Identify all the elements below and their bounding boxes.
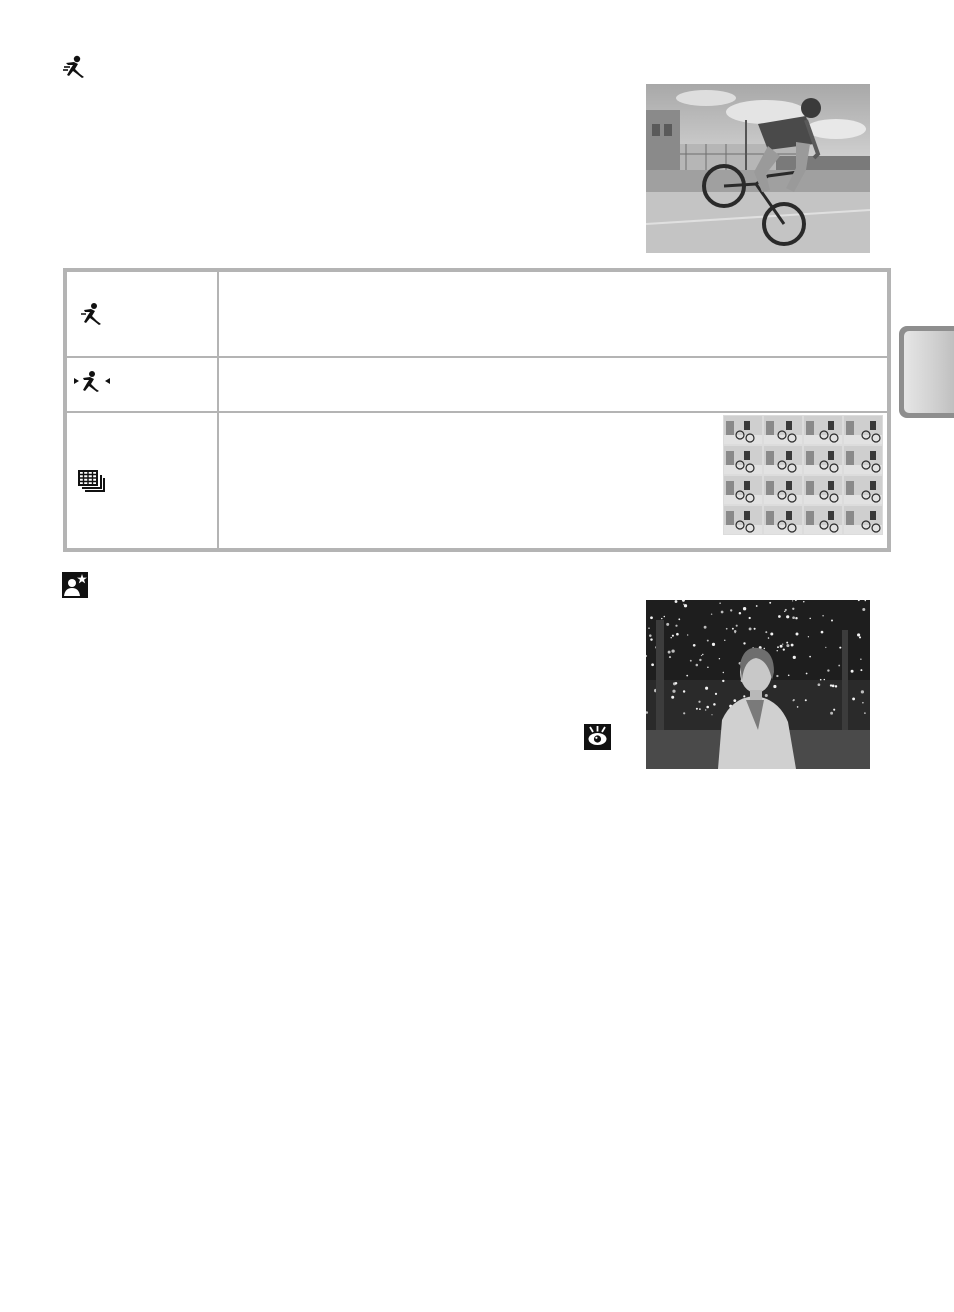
multi-shot-16-icon — [78, 470, 106, 492]
fairy-light — [698, 701, 700, 703]
multi-shot-frame — [724, 416, 762, 444]
fairy-light — [730, 609, 732, 611]
multi-shot-frame — [764, 416, 802, 444]
fairy-light — [672, 690, 675, 693]
fairy-light — [857, 633, 860, 636]
table-row-divider — [67, 356, 887, 358]
fairy-light — [852, 697, 855, 700]
multi-shot-frame — [804, 416, 842, 444]
fairy-light — [702, 654, 703, 655]
fairy-light — [821, 631, 824, 634]
multi-shot-frame — [844, 476, 882, 504]
fairy-light — [838, 665, 840, 667]
fairy-light — [707, 640, 709, 642]
sport-runner-icon — [62, 54, 88, 80]
multi-shot-frame — [724, 446, 762, 474]
fairy-light — [669, 656, 671, 658]
fairy-light — [672, 635, 674, 637]
fairy-light — [756, 605, 758, 607]
sport-single-icon — [80, 302, 106, 326]
fairy-light — [749, 627, 752, 630]
fairy-light — [707, 667, 709, 669]
fairy-light — [743, 642, 745, 644]
fairy-light — [782, 644, 783, 645]
fairy-light — [805, 699, 807, 701]
fairy-light — [705, 687, 708, 690]
fairy-light — [683, 712, 685, 714]
fairy-light — [743, 607, 746, 610]
fairy-light — [675, 682, 678, 685]
fairy-light — [690, 660, 692, 662]
fairy-light — [651, 663, 654, 666]
fairy-light — [793, 656, 796, 659]
table-column-divider — [217, 272, 219, 548]
fairy-light — [675, 600, 678, 603]
fairy-light — [671, 696, 674, 699]
multi-shot-frame — [724, 476, 762, 504]
fairy-light — [786, 615, 789, 618]
fairy-light — [696, 708, 698, 710]
fairy-light — [860, 669, 862, 671]
fairy-light — [808, 636, 809, 637]
fairy-light — [785, 609, 787, 611]
multi-shot-frame — [844, 416, 882, 444]
fairy-light — [833, 709, 835, 711]
fairy-light — [809, 618, 811, 620]
night-portrait-photo — [646, 600, 870, 769]
fairy-light — [670, 637, 671, 638]
multi-shot-frame — [804, 506, 842, 534]
fairy-light — [649, 634, 652, 637]
fairy-light — [687, 634, 688, 635]
fairy-light — [822, 615, 824, 617]
fairy-light — [764, 648, 765, 649]
fairy-light — [648, 627, 649, 628]
fairy-light — [743, 695, 745, 697]
fairy-light — [734, 630, 737, 633]
fairy-light — [711, 714, 712, 715]
fairy-light — [862, 608, 865, 611]
fairy-light — [769, 602, 771, 604]
fairy-light — [792, 616, 795, 619]
fairy-light — [712, 643, 715, 646]
fairy-light — [686, 675, 688, 677]
chapter-side-tab — [899, 326, 954, 418]
fairy-light — [839, 647, 841, 649]
fairy-light — [818, 683, 821, 686]
fairy-light — [862, 702, 864, 704]
fairy-light — [792, 608, 794, 610]
fairy-light — [824, 679, 825, 680]
fairy-light — [859, 636, 861, 638]
fairy-light — [739, 612, 741, 614]
fairy-light — [832, 685, 835, 688]
fairy-light — [770, 633, 773, 636]
multi-shot-frame — [764, 476, 802, 504]
fairy-light — [797, 706, 799, 708]
fairy-light — [835, 685, 837, 687]
fairy-light — [851, 670, 854, 673]
fairy-light — [809, 656, 811, 658]
fairy-light — [806, 673, 808, 675]
multi-shot-frame — [844, 506, 882, 534]
fairy-light — [754, 628, 756, 630]
fairy-light — [713, 703, 716, 706]
fairy-light — [661, 618, 662, 619]
multi-shot-frame — [764, 506, 802, 534]
fairy-light — [860, 659, 861, 660]
fairy-light — [788, 674, 790, 676]
fairy-light — [773, 685, 776, 688]
fairy-light — [701, 655, 702, 656]
fairy-light — [666, 623, 669, 626]
fairy-light — [803, 601, 804, 602]
bmx-rider-photo — [646, 84, 870, 253]
fairy-light — [820, 679, 822, 681]
fairy-light — [664, 616, 666, 618]
fairy-light — [768, 637, 770, 639]
fairy-light — [765, 694, 768, 697]
fairy-light — [795, 617, 797, 619]
fairy-light — [683, 604, 684, 605]
multi-shot-frame — [804, 446, 842, 474]
fairy-light — [827, 669, 829, 671]
fairy-light — [786, 642, 788, 644]
fairy-light — [719, 603, 720, 604]
fairy-light — [671, 649, 674, 652]
multi-shot-frame — [804, 476, 842, 504]
fairy-light — [777, 650, 778, 651]
multi-shot-thumbnail-grid — [723, 415, 883, 535]
fairy-light — [726, 628, 728, 630]
fairy-light — [831, 620, 833, 622]
fairy-light — [683, 690, 685, 692]
fairy-light — [749, 617, 751, 619]
fairy-light — [721, 611, 724, 614]
fairy-light — [733, 699, 736, 702]
fairy-light — [693, 644, 696, 647]
fairy-light — [765, 631, 767, 633]
fairy-light — [778, 615, 781, 618]
multi-shot-frame — [844, 446, 882, 474]
multi-shot-frame — [724, 506, 762, 534]
fairy-light — [792, 600, 793, 601]
eye-reference-icon — [584, 724, 611, 750]
fairy-light — [723, 672, 724, 673]
fairy-light — [699, 659, 701, 661]
fairy-light — [732, 628, 734, 630]
fairy-light — [678, 618, 680, 620]
fairy-light — [777, 646, 779, 648]
fairy-light — [780, 645, 783, 648]
sport-continuous-af-icon — [74, 370, 110, 394]
fairy-light — [711, 613, 712, 614]
fairy-light — [675, 625, 677, 627]
fairy-light — [736, 625, 738, 627]
night-portrait-icon — [62, 572, 88, 598]
fairy-light — [825, 647, 826, 648]
multi-shot-frame — [764, 446, 802, 474]
chapter-side-tab-face — [904, 331, 954, 413]
fairy-light — [705, 709, 706, 710]
table-row-divider — [67, 411, 887, 413]
fairy-light — [784, 611, 785, 612]
fairy-light — [864, 712, 866, 714]
fairy-light — [715, 693, 717, 695]
fairy-light — [830, 712, 833, 715]
fairy-light — [861, 690, 864, 693]
fairy-light — [783, 648, 785, 650]
fairy-light — [696, 664, 699, 667]
fairy-light — [704, 626, 707, 629]
fairy-light — [699, 708, 701, 710]
fairy-light — [650, 638, 652, 640]
fairy-light — [796, 633, 799, 636]
fairy-light — [650, 616, 653, 619]
fairy-light — [792, 700, 794, 702]
fairy-light — [668, 651, 671, 654]
fairy-light — [786, 644, 789, 647]
fairy-light — [791, 644, 794, 647]
fairy-light — [776, 675, 778, 677]
fairy-light — [706, 706, 709, 709]
fairy-light — [724, 640, 725, 641]
fairy-light — [719, 658, 720, 659]
fairy-light — [722, 680, 724, 682]
fairy-light — [676, 633, 679, 636]
